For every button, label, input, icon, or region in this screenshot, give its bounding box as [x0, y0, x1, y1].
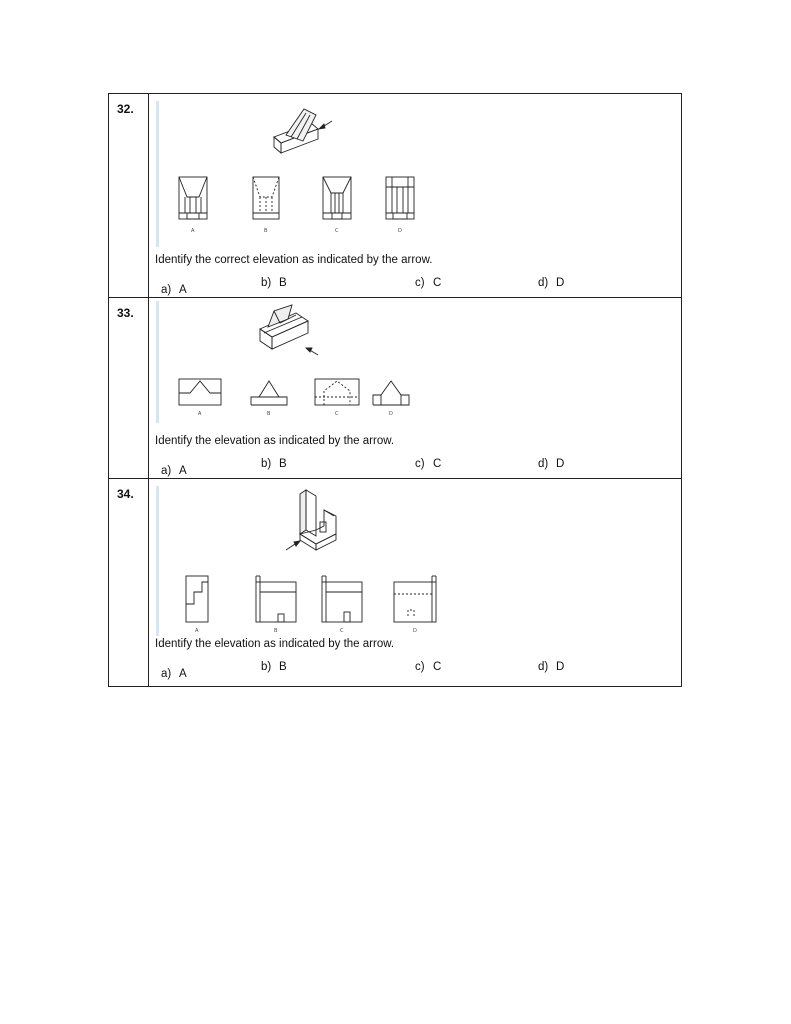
view-arrow — [306, 348, 318, 355]
option-letter: c) — [415, 277, 425, 289]
view-C — [322, 576, 362, 622]
elevation-views — [179, 177, 414, 219]
view-label: D — [389, 411, 393, 417]
option-a[interactable] — [161, 465, 187, 477]
view-label: A — [198, 411, 202, 417]
question-figure — [156, 301, 422, 423]
option-text: C — [433, 661, 442, 673]
view-C — [315, 379, 359, 405]
option-text: A — [179, 465, 187, 477]
view-D — [394, 576, 436, 622]
view-label: C — [335, 228, 339, 234]
view-C — [323, 177, 351, 219]
option-letter: b) — [261, 277, 272, 289]
option-letter: a) — [161, 668, 172, 680]
orthographic-drawing — [156, 486, 442, 636]
isometric-object — [274, 109, 318, 153]
option-letter: b) — [261, 458, 272, 470]
option-text: A — [179, 284, 187, 296]
option-letter: a) — [161, 284, 172, 296]
view-B — [251, 381, 287, 405]
option-letter: d) — [538, 661, 549, 673]
view-B — [253, 177, 279, 219]
option-text: A — [179, 668, 187, 680]
option-text: B — [279, 277, 287, 289]
option-letter: c) — [415, 458, 425, 470]
question-table — [108, 93, 682, 687]
view-label: D — [398, 228, 402, 234]
option-text: C — [433, 458, 442, 470]
question-prompt: Identify the correct elevation as indicated by the arrow. — [155, 254, 433, 266]
question-number: 34. — [117, 487, 134, 501]
view-D — [386, 177, 414, 219]
view-label: B — [264, 228, 268, 234]
view-label: B — [267, 411, 271, 417]
option-text: B — [279, 661, 287, 673]
option-text: D — [556, 458, 565, 470]
isometric-object — [300, 490, 336, 550]
question-figure — [156, 101, 422, 247]
view-A — [186, 576, 208, 622]
question-row-33 — [109, 298, 681, 479]
view-label: C — [335, 411, 339, 417]
isometric-object — [260, 305, 308, 349]
question-prompt: Identify the elevation as indicated by the arrow. — [155, 638, 395, 650]
view-B — [256, 576, 296, 622]
view-label: A — [191, 228, 195, 234]
option-b[interactable] — [261, 661, 287, 673]
question-row-34 — [109, 479, 681, 687]
option-d[interactable] — [538, 661, 564, 673]
question-number: 33. — [117, 306, 134, 320]
question-figure — [156, 486, 442, 636]
option-b[interactable] — [261, 277, 287, 289]
option-text: D — [556, 661, 565, 673]
question-row-32 — [109, 94, 681, 298]
view-label: C — [340, 628, 344, 634]
view-A — [179, 379, 221, 405]
question-prompt: Identify the elevation as indicated by the arrow. — [155, 435, 395, 447]
option-c[interactable] — [415, 661, 441, 673]
option-a[interactable] — [161, 284, 187, 296]
option-c[interactable] — [415, 458, 441, 470]
elevation-views — [179, 379, 409, 405]
option-letter: b) — [261, 661, 272, 673]
view-D — [373, 381, 409, 405]
option-a[interactable] — [161, 668, 187, 680]
view-label: A — [195, 628, 199, 634]
option-d[interactable] — [538, 458, 564, 470]
view-arrow — [286, 541, 300, 550]
view-A — [179, 177, 207, 219]
option-text: B — [279, 458, 287, 470]
orthographic-drawing — [156, 101, 422, 247]
option-letter: c) — [415, 661, 425, 673]
option-letter: a) — [161, 465, 172, 477]
option-d[interactable] — [538, 277, 564, 289]
view-arrow — [319, 121, 332, 129]
option-text: D — [556, 277, 565, 289]
option-letter: d) — [538, 277, 549, 289]
option-letter: d) — [538, 458, 549, 470]
orthographic-drawing — [156, 301, 422, 423]
option-text: C — [433, 277, 442, 289]
option-c[interactable] — [415, 277, 441, 289]
option-b[interactable] — [261, 458, 287, 470]
question-number: 32. — [117, 102, 134, 116]
view-label: B — [274, 628, 278, 634]
view-label: D — [413, 628, 417, 634]
elevation-views — [186, 576, 436, 622]
